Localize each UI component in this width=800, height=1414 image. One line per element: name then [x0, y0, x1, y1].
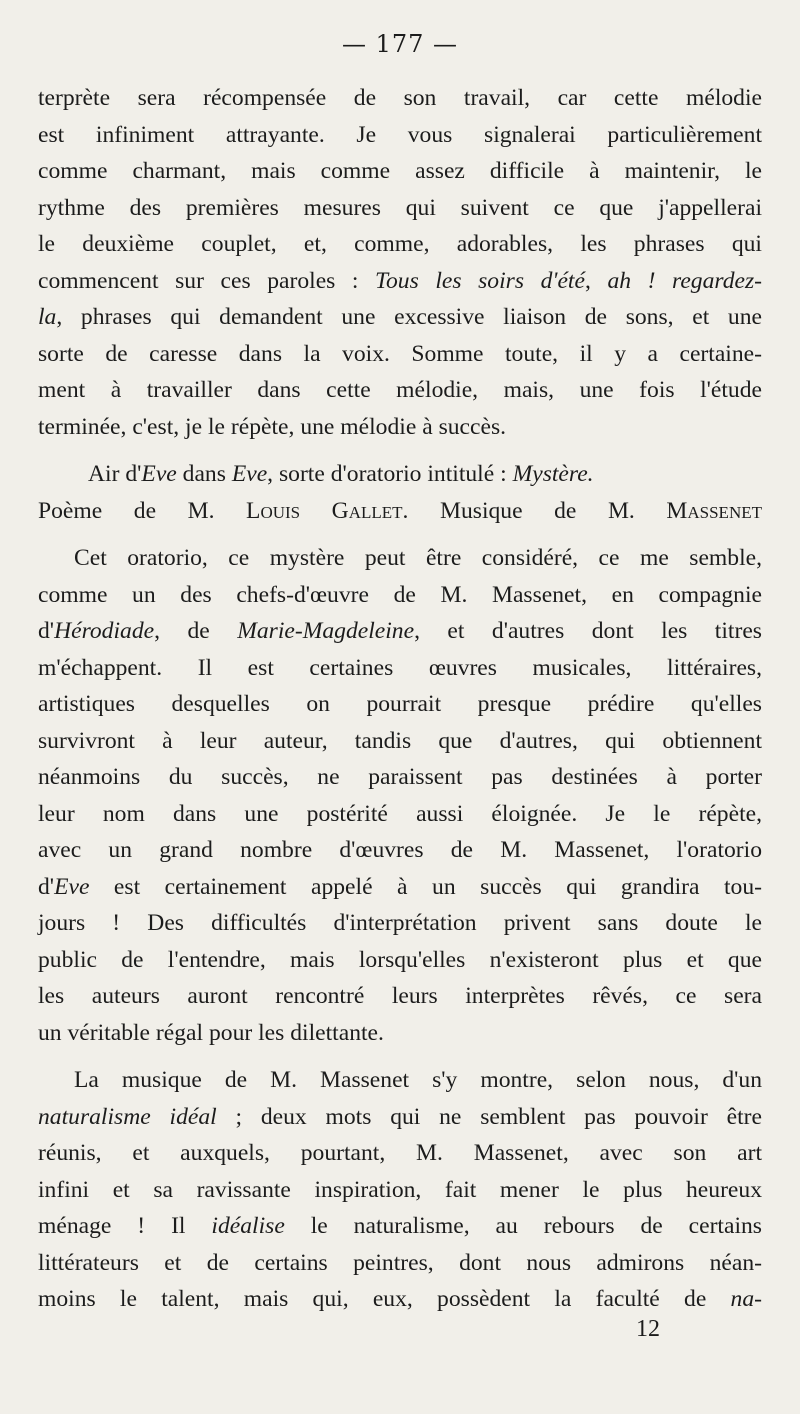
- text-run: La musique de M. Massenet s'y montre, selon nous, d'un: [74, 1067, 762, 1093]
- text-run: survivront à leur auteur, tandis que d'autres, qui obtiennent: [38, 727, 762, 754]
- text-run: infini et sa ravissante inspiration, fait mener le plus heureux: [38, 1176, 762, 1203]
- text-line: [38, 942, 762, 979]
- text-run: artistiques desquelles on pourrait presque prédire qu'elles: [38, 691, 762, 717]
- text-run: public de l'entendre, mais lorsqu'elles n'existeront plus et que: [38, 946, 762, 973]
- small-caps-text: Louis Gallet: [246, 497, 403, 524]
- text-run: réunis, et auxquels, pourtant, M. Massenet, avec son art: [38, 1140, 762, 1166]
- text-run: est infiniment attrayante. Je vous signalerai particulièrement: [38, 121, 762, 148]
- text-line: [38, 1015, 762, 1052]
- text-line: [38, 905, 762, 942]
- text-run: rythme des premières mesures qui suivent ce que j'appellerai: [38, 194, 762, 221]
- text-run: comme un des chefs-d'œuvre de M. Massenet, en compagnie: [38, 581, 762, 608]
- text-line: [38, 723, 762, 760]
- text-run: commencent sur ces paroles :: [38, 267, 376, 294]
- text-line: [38, 1099, 762, 1136]
- text-line: [38, 1245, 762, 1282]
- small-caps-text: Massenet: [666, 497, 762, 524]
- italic-text: Eve: [141, 461, 177, 487]
- text-run: ,: [584, 267, 608, 294]
- text-run: leur nom dans une postérité aussi éloignée. Je le répète,: [38, 800, 762, 827]
- text-run: d': [38, 873, 55, 900]
- text-line: [38, 80, 762, 117]
- text-line: [38, 540, 762, 577]
- text-line: [38, 336, 762, 373]
- italic-text: na-: [730, 1286, 762, 1312]
- text-run: est certainement appelé à un succès qui grandira tou-: [89, 873, 762, 900]
- text-run: Poème de M.: [38, 497, 247, 524]
- signature-mark: 12: [636, 1316, 660, 1342]
- italic-text: Mystère.: [512, 461, 594, 487]
- text-run: dans: [176, 461, 232, 487]
- text-run: jours ! Des difficultés d'interprétation privent sans doute le: [38, 910, 762, 936]
- text-run: les auteurs auront rencontré leurs interprètes rêvés, ce sera: [38, 983, 762, 1009]
- text-run: littérateurs et de certains peintres, dont nous admirons néan-: [38, 1249, 762, 1276]
- text-line: [38, 613, 762, 650]
- text-line: [38, 1208, 762, 1245]
- text-line: [38, 153, 762, 190]
- italic-text: Eve: [54, 873, 90, 900]
- text-run: ment à travailler dans cette mélodie, mais, une fois l'étude: [38, 377, 762, 403]
- text-line: [38, 832, 762, 869]
- italic-text: idéalise: [211, 1213, 285, 1239]
- text-line: [38, 650, 762, 687]
- text-run: néanmoins du succès, ne paraissent pas destinées à porter: [38, 764, 762, 790]
- italic-text: Tous les soirs d'été: [375, 267, 585, 294]
- text-line: [38, 1281, 762, 1318]
- italic-text: la: [38, 304, 57, 330]
- text-run: Air d': [88, 461, 142, 487]
- text-line: [38, 372, 762, 409]
- body-text: [38, 80, 762, 1318]
- text-run: terminée, c'est, je le répète, une mélodie à succès.: [38, 413, 507, 440]
- italic-text: Eve: [231, 461, 268, 487]
- text-run: , sorte d'oratorio intitulé :: [267, 461, 513, 487]
- text-run: d': [38, 618, 55, 644]
- text-run: , phrases qui demandent une excessive liaison de sons, et une: [56, 304, 762, 330]
- text-line: [38, 1135, 762, 1172]
- text-line: [38, 226, 762, 263]
- text-run: sorte de caresse dans la voix. Somme toute, il y a certaine-: [38, 340, 762, 367]
- text-run: un véritable régal pour les dilettante.: [38, 1019, 384, 1046]
- text-run: Cet oratorio, ce mystère peut être considéré, ce me semble,: [74, 545, 762, 571]
- page-number: — 177 —: [341, 30, 459, 58]
- text-run: , de: [154, 618, 238, 644]
- text-line: [38, 190, 762, 227]
- text-line: [38, 409, 762, 446]
- italic-text: ah ! regardez-: [607, 267, 763, 294]
- text-run: le deuxième couplet, et, comme, adorables, les phrases qui: [38, 231, 762, 257]
- italic-text: Hérodiade: [54, 618, 155, 644]
- text-line: [38, 299, 762, 336]
- text-line: [38, 263, 762, 300]
- text-line: [38, 1172, 762, 1209]
- text-line: [38, 796, 762, 833]
- text-run: , et d'autres dont les titres: [414, 618, 762, 644]
- text-line: [38, 686, 762, 723]
- text-run: m'échappent. Il est certaines œuvres musicales, littéraires,: [38, 654, 762, 681]
- text-line: [38, 978, 762, 1015]
- text-run: ; deux mots qui ne semblent pas pouvoir être: [216, 1103, 762, 1130]
- text-line: [38, 493, 762, 530]
- text-line: [38, 117, 762, 154]
- italic-text: naturalisme idéal: [38, 1103, 217, 1130]
- text-line: [38, 456, 762, 493]
- text-run: ménage ! Il: [38, 1213, 212, 1239]
- text-run: comme charmant, mais comme assez difficile à maintenir, le: [38, 158, 762, 184]
- text-run: terprète sera récompensée de son travail, car cette mélodie: [38, 85, 762, 111]
- text-line: [38, 759, 762, 796]
- italic-text: Marie-Magdeleine: [237, 618, 415, 644]
- text-line: [38, 577, 762, 614]
- text-line: [38, 1062, 762, 1099]
- text-run: avec un grand nombre d'œuvres de M. Massenet, l'oratorio: [38, 837, 762, 863]
- text-line: [38, 869, 762, 906]
- text-run: . Musique de M.: [402, 497, 667, 524]
- text-run: le naturalisme, au rebours de certains: [284, 1213, 762, 1239]
- text-run: moins le talent, mais qui, eux, possèdent la faculté de: [38, 1286, 731, 1312]
